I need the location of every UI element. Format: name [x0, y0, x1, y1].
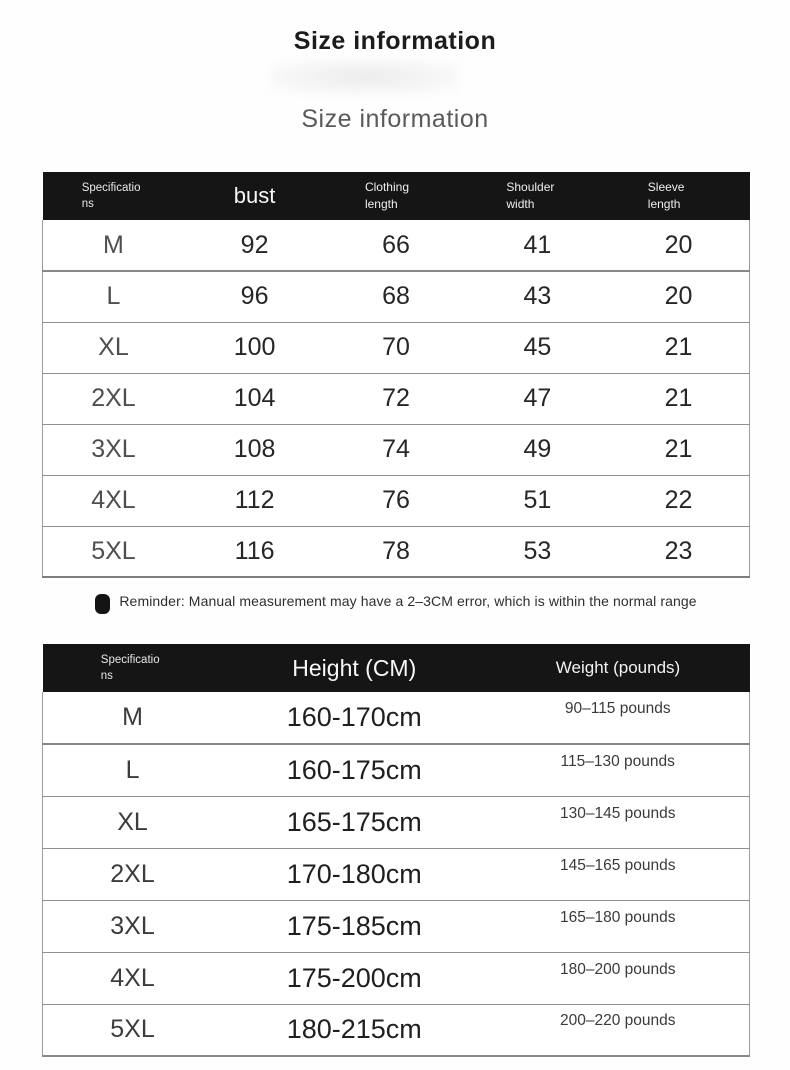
header-height: [222, 644, 486, 692]
cell-weight: 90–115 pounds: [564, 700, 671, 717]
header-clothing-length: [325, 172, 466, 220]
cell-size: 3XL: [110, 911, 155, 940]
cell-shoulder-width: 51: [523, 486, 552, 514]
header-bust: [184, 172, 325, 220]
cell-shoulder-width: 45: [523, 333, 552, 361]
header-weight-label: Weight (pounds): [555, 658, 681, 677]
spacer: [0, 617, 790, 644]
cell-clothing-length: 78: [382, 536, 410, 565]
cell-shoulder-width: 43: [523, 282, 552, 311]
cell-sleeve-length: 20: [664, 282, 693, 311]
table-row: [43, 900, 750, 952]
height-weight-table: [42, 644, 750, 1057]
cell-shoulder-width: 49: [523, 435, 552, 463]
header-shoulder-width: [467, 172, 608, 220]
table-row: [43, 220, 750, 271]
cell-sleeve-length: 21: [664, 435, 693, 463]
cell-sleeve-length: 21: [664, 384, 693, 412]
cell-weight: 145–165 pounds: [559, 856, 676, 874]
cell-size: 5XL: [91, 536, 136, 565]
cell-weight: 115–130 pounds: [560, 752, 675, 770]
watermark-smudge: [270, 60, 460, 94]
cell-size: 5XL: [110, 1015, 155, 1044]
cell-height: 165-175cm: [286, 806, 422, 837]
table-row: [43, 475, 750, 526]
cell-size: XL: [117, 807, 148, 836]
header-specifications: [43, 644, 223, 692]
cell-size: 4XL: [110, 963, 155, 992]
header-clothing-length-label: Clothing length: [364, 179, 409, 211]
cell-weight: 200–220 pounds: [559, 1012, 676, 1030]
table-row: [43, 322, 750, 373]
cell-height: 175-200cm: [286, 962, 422, 993]
table-row: [43, 1004, 750, 1056]
cell-clothing-length: 74: [382, 435, 410, 463]
header-shoulder-width-label: Shoulder width: [506, 179, 555, 211]
cell-bust: 104: [233, 384, 276, 412]
cell-sleeve-length: 23: [664, 536, 693, 565]
cell-sleeve-length: 22: [664, 486, 693, 514]
cell-size: 2XL: [110, 859, 155, 888]
header-bust-label: bust: [233, 183, 276, 208]
header-height-label: Height (CM): [292, 654, 417, 681]
header-weight: [486, 644, 749, 692]
height-weight-body: [43, 692, 750, 1056]
cell-bust: 92: [240, 230, 269, 259]
cell-bust: 116: [234, 536, 275, 565]
cell-clothing-length: 72: [382, 384, 410, 412]
header-sleeve-length: [608, 172, 749, 220]
cell-size: M: [103, 230, 124, 259]
cell-height: 180-215cm: [286, 1014, 422, 1045]
page-subtitle: Size information: [301, 105, 489, 133]
table-row: [43, 952, 750, 1004]
table-row: [43, 692, 750, 744]
header-specifications: [43, 172, 184, 220]
cell-shoulder-width: 47: [523, 384, 552, 412]
cell-clothing-length: 70: [382, 333, 410, 361]
cell-height: 160-175cm: [286, 754, 422, 785]
garment-size-table: [42, 172, 750, 578]
cell-clothing-length: 66: [382, 230, 410, 259]
header-sleeve-length-label: Sleeve length: [647, 179, 685, 211]
table-row: [43, 271, 750, 322]
garment-table-header: [43, 172, 750, 220]
cell-size: 3XL: [91, 435, 136, 463]
height-weight-header: [43, 644, 750, 692]
cell-size: L: [106, 282, 121, 311]
cell-bust: 112: [234, 486, 275, 514]
cell-shoulder-width: 41: [523, 230, 552, 259]
header-specifications-label: Specifications: [100, 653, 160, 682]
garment-table-body: [43, 220, 750, 577]
reminder-bullet-icon: [95, 594, 110, 614]
cell-size: 4XL: [91, 486, 136, 514]
cell-size: 2XL: [91, 384, 136, 412]
table-row: [43, 796, 750, 848]
cell-sleeve-length: 20: [664, 230, 693, 259]
cell-size: L: [125, 755, 140, 784]
page-title: Size information: [293, 27, 497, 55]
cell-height: 170-180cm: [286, 858, 422, 889]
table-row: [43, 424, 750, 475]
table-row: [43, 848, 750, 900]
cell-clothing-length: 76: [382, 486, 410, 514]
cell-bust: 96: [240, 282, 269, 311]
reminder-text: Reminder: Manual measurement may have a 2–3CM error, which is within the normal range: [119, 593, 697, 609]
cell-sleeve-length: 21: [664, 333, 693, 361]
header-row: [43, 644, 750, 692]
cell-shoulder-width: 53: [523, 536, 552, 565]
spacer: [0, 135, 790, 172]
cell-bust: 100: [233, 333, 276, 361]
reminder-note: [42, 585, 750, 617]
table-row: [43, 526, 750, 577]
header-row: [43, 172, 750, 220]
cell-height: 175-185cm: [286, 910, 422, 941]
cell-size: XL: [98, 333, 129, 361]
cell-size: M: [122, 703, 143, 731]
cell-weight: 165–180 pounds: [559, 908, 676, 926]
cell-height: 160-170cm: [286, 702, 422, 732]
cell-bust: 108: [233, 435, 276, 463]
table-row: [43, 744, 750, 796]
cell-clothing-length: 68: [382, 282, 410, 311]
cell-weight: 180–200 pounds: [559, 960, 676, 978]
table-row: [43, 373, 750, 424]
cell-weight: 130–145 pounds: [559, 804, 676, 822]
header-specifications-label: Specifications: [81, 181, 141, 210]
